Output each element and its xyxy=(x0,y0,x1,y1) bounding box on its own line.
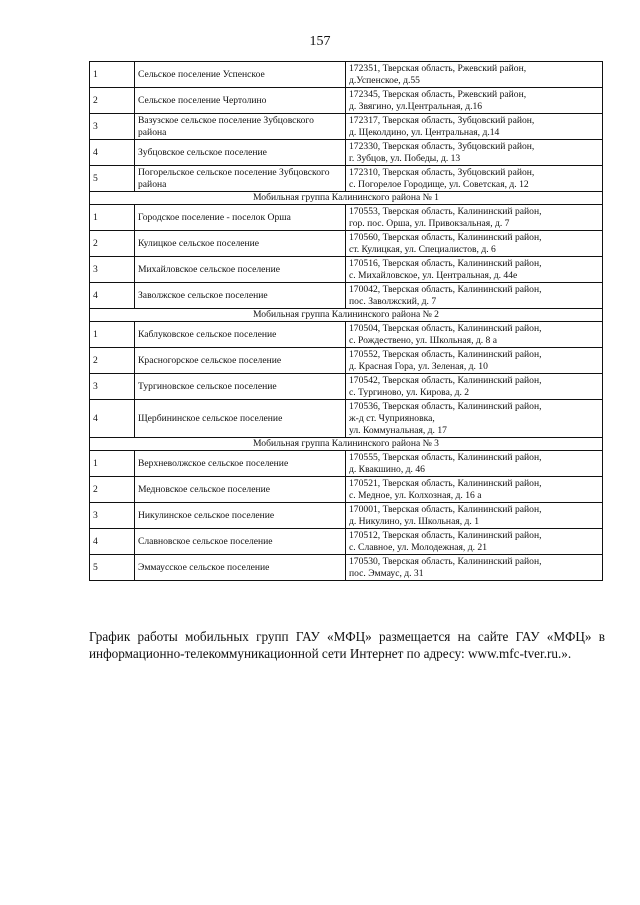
address-line: с. Рождествено, ул. Школьная, д. 8 а xyxy=(349,334,498,346)
group-title: Мобильная группа Калининского района № 3 xyxy=(90,438,603,451)
settlement-name: Щербининское сельское поселение xyxy=(135,400,346,438)
row-number: 3 xyxy=(90,374,135,400)
row-number: 4 xyxy=(90,283,135,309)
address-line: с. Медное, ул. Колхозная, д. 16 а xyxy=(349,489,482,501)
address-line: ул. Коммунальная, д. 17 xyxy=(349,424,447,436)
address-line: 172330, Тверская область, Зубцовский район, xyxy=(349,140,535,152)
address-line: 170521, Тверская область, Калининский район, xyxy=(349,477,542,489)
settlement-address xyxy=(346,451,603,477)
table-row xyxy=(90,555,603,581)
footer-line-1: График работы мобильных групп ГАУ «МФЦ» размещается на сайте ГАУ «МФЦ» в xyxy=(89,629,605,644)
settlement-name: Славновское сельское поселение xyxy=(135,529,346,555)
settlement-name: Сельское поселение Чертолино xyxy=(135,88,346,114)
address-line: 172345, Тверская область, Ржевский район, xyxy=(349,88,527,100)
group-title: Мобильная группа Калининского района № 1 xyxy=(90,192,603,205)
settlement-name: Кулицкое сельское поселение xyxy=(135,231,346,257)
table-row xyxy=(90,257,603,283)
row-number: 5 xyxy=(90,166,135,192)
row-number: 2 xyxy=(90,231,135,257)
table-row xyxy=(90,140,603,166)
settlement-name: Зубцовское сельское поселение xyxy=(135,140,346,166)
address-line: д.Успенское, д.55 xyxy=(349,74,420,86)
address-line: 172351, Тверская область, Ржевский район, xyxy=(349,62,527,74)
address-line: пос. Заволжский, д. 7 xyxy=(349,295,437,307)
offices-table-body xyxy=(90,62,603,581)
row-number: 1 xyxy=(90,62,135,88)
address-line: 170536, Тверская область, Калининский район, xyxy=(349,400,542,412)
row-number: 1 xyxy=(90,451,135,477)
address-line: гор. пос. Орша, ул. Привокзальная, д. 7 xyxy=(349,217,510,229)
row-number: 3 xyxy=(90,503,135,529)
settlement-name: Вазузское сельское поселение Зубцовского района xyxy=(135,114,346,140)
group-title: Мобильная группа Калининского района № 2 xyxy=(90,309,603,322)
table-row xyxy=(90,231,603,257)
footer-line-2: информационно-телекоммуникационной сети Интернет по адресу: www.mfc-tver.ru.». xyxy=(89,646,572,661)
settlement-name: Тургиновское сельское поселение xyxy=(135,374,346,400)
address-line: ж-д ст. Чуприяновка, xyxy=(349,412,435,424)
row-number: 2 xyxy=(90,477,135,503)
settlement-name: Михайловское сельское поселение xyxy=(135,257,346,283)
address-line: 170042, Тверская область, Калининский район, xyxy=(349,283,542,295)
settlement-address xyxy=(346,503,603,529)
settlement-name: Красногорское сельское поселение xyxy=(135,348,346,374)
settlement-address xyxy=(346,400,603,438)
row-number: 3 xyxy=(90,114,135,140)
address-line: 172317, Тверская область, Зубцовский район, xyxy=(349,114,535,126)
address-line: с. Славное, ул. Молодежная, д. 21 xyxy=(349,541,488,553)
row-number: 2 xyxy=(90,88,135,114)
settlement-name: Заволжское сельское поселение xyxy=(135,283,346,309)
table-row xyxy=(90,477,603,503)
row-number: 2 xyxy=(90,348,135,374)
table-row xyxy=(90,62,603,88)
group-header-row xyxy=(90,438,603,451)
group-header-row xyxy=(90,309,603,322)
address-line: 170552, Тверская область, Калининский район, xyxy=(349,348,542,360)
address-line: 170001, Тверская область, Калининский район, xyxy=(349,503,542,515)
address-line: 170504, Тверская область, Калининский район, xyxy=(349,322,542,334)
address-line: д. Квакшино, д. 46 xyxy=(349,463,425,475)
table-row xyxy=(90,451,603,477)
settlement-address xyxy=(346,166,603,192)
address-line: с. Тургиново, ул. Кирова, д. 2 xyxy=(349,386,470,398)
settlement-address xyxy=(346,477,603,503)
table-row xyxy=(90,88,603,114)
address-line: д. Щеколдино, ул. Центральная, д.14 xyxy=(349,126,500,138)
settlement-name: Никулинское сельское поселение xyxy=(135,503,346,529)
table-row xyxy=(90,166,603,192)
table-row xyxy=(90,503,603,529)
address-line: ст. Кулицкая, ул. Специалистов, д. 6 xyxy=(349,243,496,255)
address-line: 172310, Тверская область, Зубцовский район, xyxy=(349,166,535,178)
table-row xyxy=(90,114,603,140)
table-row xyxy=(90,205,603,231)
row-number: 1 xyxy=(90,205,135,231)
settlement-address xyxy=(346,114,603,140)
settlement-name: Верхневолжское сельское поселение xyxy=(135,451,346,477)
address-line: д. Звягино, ул.Центральная, д.16 xyxy=(349,100,483,112)
address-line: 170542, Тверская область, Калининский район, xyxy=(349,374,542,386)
settlement-address xyxy=(346,257,603,283)
settlement-address xyxy=(346,88,603,114)
table-row xyxy=(90,322,603,348)
address-line: 170560, Тверская область, Калининский район, xyxy=(349,231,542,243)
row-number: 4 xyxy=(90,529,135,555)
table-row xyxy=(90,400,603,438)
table-row xyxy=(90,529,603,555)
address-line: пос. Эммаус, д. 31 xyxy=(349,567,424,579)
settlement-address xyxy=(346,348,603,374)
settlement-address xyxy=(346,322,603,348)
address-line: 170555, Тверская область, Калининский район, xyxy=(349,451,542,463)
settlement-address xyxy=(346,529,603,555)
page-number: 157 xyxy=(309,34,331,49)
row-number: 5 xyxy=(90,555,135,581)
settlement-name: Эммаусское сельское поселение xyxy=(135,555,346,581)
row-number: 4 xyxy=(90,400,135,438)
settlement-address xyxy=(346,62,603,88)
row-number: 4 xyxy=(90,140,135,166)
settlement-name: Медновское сельское поселение xyxy=(135,477,346,503)
footer-paragraph xyxy=(89,628,605,662)
address-line: д. Никулино, ул. Школьная, д. 1 xyxy=(349,515,480,527)
settlement-address xyxy=(346,231,603,257)
row-number: 3 xyxy=(90,257,135,283)
address-line: 170553, Тверская область, Калининский район, xyxy=(349,205,542,217)
settlement-name: Погорельское сельское поселение Зубцовского района xyxy=(135,166,346,192)
table-row xyxy=(90,348,603,374)
row-number: 1 xyxy=(90,322,135,348)
settlement-name: Городское поселение - поселок Орша xyxy=(135,205,346,231)
offices-table xyxy=(89,61,603,581)
address-line: с. Михайловское, ул. Центральная, д. 44е xyxy=(349,269,518,281)
table-row xyxy=(90,374,603,400)
group-header-row xyxy=(90,192,603,205)
settlement-name: Сельское поселение Успенское xyxy=(135,62,346,88)
address-line: 170512, Тверская область, Калининский район, xyxy=(349,529,542,541)
address-line: д. Красная Гора, ул. Зеленая, д. 10 xyxy=(349,360,488,372)
table-row xyxy=(90,283,603,309)
settlement-name: Каблуковское сельское поселение xyxy=(135,322,346,348)
settlement-address xyxy=(346,140,603,166)
settlement-address xyxy=(346,374,603,400)
address-line: 170516, Тверская область, Калининский район, xyxy=(349,257,542,269)
settlement-address xyxy=(346,555,603,581)
settlement-address xyxy=(346,205,603,231)
settlement-address xyxy=(346,283,603,309)
address-line: с. Погорелое Городище, ул. Советская, д. 12 xyxy=(349,178,529,190)
address-line: 170530, Тверская область, Калининский район, xyxy=(349,555,542,567)
address-line: г. Зубцов, ул. Победы, д. 13 xyxy=(349,152,461,164)
